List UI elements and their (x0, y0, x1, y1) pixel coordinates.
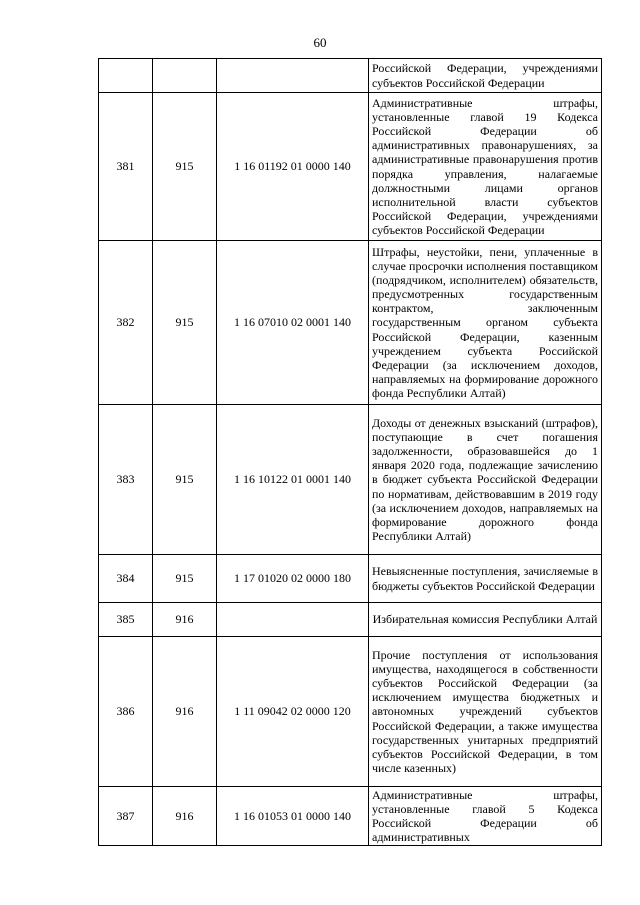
row-number-cell: 385 (99, 603, 153, 637)
administrator-code-cell: 915 (153, 555, 217, 603)
table-row (99, 241, 602, 405)
table-row (99, 603, 602, 637)
table-row (99, 405, 602, 555)
revenue-codes-table (98, 58, 602, 846)
table-row (99, 555, 602, 603)
row-number-cell: 381 (99, 93, 153, 241)
row-number-cell: 383 (99, 405, 153, 555)
budget-classification-code-cell (217, 59, 369, 93)
row-number-cell: 382 (99, 241, 153, 405)
revenue-description-cell: Доходы от денежных взысканий (штрафов), поступающие в счет погашения задолженности, образовавшейся до 1 января 2020 года, подлежащие зачислению в бюджет субъекта Российской Федерации по нормативам, действовавшим в 2019 году (за исключением доходов, направляемых на формирование дорожного фонда Республики Алтай) (369, 405, 602, 555)
revenue-description-cell: Невыясненные поступления, зачисляемые в бюджеты субъектов Российской Федерации (369, 555, 602, 603)
budget-classification-code-cell: 1 17 01020 02 0000 180 (217, 555, 369, 603)
revenue-description-cell: Штрафы, неустойки, пени, уплаченные в случае просрочки исполнения поставщиком (подрядчиком, исполнителем) обязательств, предусмотренных государственным контрактом, заключенным государственным органом субъекта Российской Федерации, казенным учреждением субъекта Российской Федерации (за исключением доходов, направляемых на формирование дорожного фонда Республики Алтай) (369, 241, 602, 405)
administrator-code-cell: 915 (153, 405, 217, 555)
row-number-cell: 387 (99, 787, 153, 846)
page-number: 60 (313, 35, 327, 50)
row-number-cell (99, 59, 153, 93)
revenue-description-cell: Российской Федерации, учреждениями субъектов Российской Федерации (369, 59, 602, 93)
revenue-description-cell: Административные штрафы, установленные главой 19 Кодекса Российской Федерации об административных правонарушениях, за административные правонарушения против порядка управления, налагаемые должностными лицами органов исполнительной власти субъектов Российской Федерации, учреждениями субъектов Российской Федерации (369, 93, 602, 241)
budget-classification-code-cell: 1 16 01053 01 0000 140 (217, 787, 369, 846)
budget-classification-code-cell (217, 603, 369, 637)
table-row (99, 637, 602, 787)
section-heading-cell: Избирательная комиссия Республики Алтай (369, 603, 602, 637)
administrator-code-cell: 915 (153, 93, 217, 241)
administrator-code-cell: 915 (153, 241, 217, 405)
administrator-code-cell: 916 (153, 787, 217, 846)
administrator-code-cell: 916 (153, 637, 217, 787)
revenue-description-cell: Административные штрафы, установленные главой 5 Кодекса Российской Федерации об административных (369, 787, 602, 846)
table-row (99, 787, 602, 846)
budget-classification-code-cell: 1 16 10122 01 0001 140 (217, 405, 369, 555)
administrator-code-cell: 916 (153, 603, 217, 637)
revenue-description-cell: Прочие поступления от использования имущества, находящегося в собственности субъектов Российской Федерации (за исключением имущества бюджетных и автономных учреждений субъектов Российской Федерации, а также имущества государственных унитарных предприятий субъектов Российской Федерации, в том числе казенных) (369, 637, 602, 787)
budget-classification-code-cell: 1 16 07010 02 0001 140 (217, 241, 369, 405)
budget-classification-code-cell: 1 16 01192 01 0000 140 (217, 93, 369, 241)
table-row (99, 59, 602, 93)
administrator-code-cell (153, 59, 217, 93)
row-number-cell: 386 (99, 637, 153, 787)
table-row (99, 93, 602, 241)
row-number-cell: 384 (99, 555, 153, 603)
budget-classification-code-cell: 1 11 09042 02 0000 120 (217, 637, 369, 787)
